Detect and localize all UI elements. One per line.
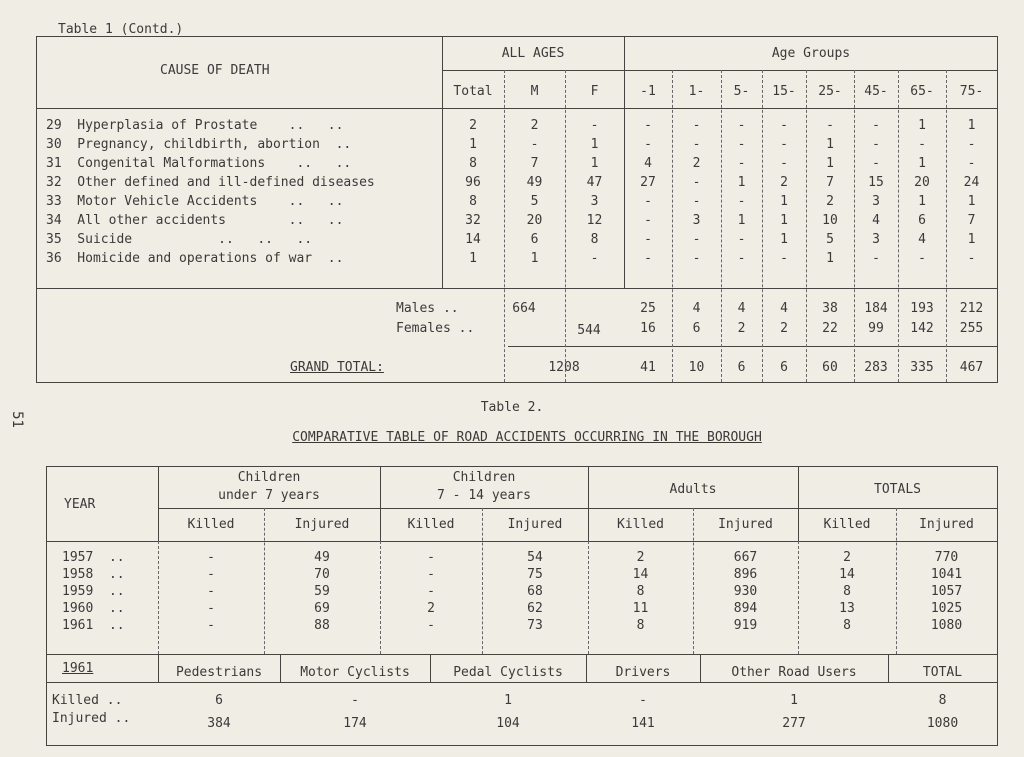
age-group-value: -	[780, 156, 788, 171]
age-group-value: 4	[872, 213, 880, 228]
accident-value: -	[207, 618, 215, 633]
cause-label: 35 Suicide .. .. ..	[46, 232, 313, 247]
killed-header: Killed	[823, 517, 871, 532]
age-group-value: -	[780, 251, 788, 266]
road-user-header: TOTAL	[922, 665, 963, 680]
female-value: 47	[586, 175, 603, 190]
males-age-value: 4	[780, 301, 788, 316]
year-label: 1957 ..	[62, 550, 125, 565]
accident-value: 73	[527, 618, 543, 633]
total-value: 1	[469, 137, 477, 152]
injured-value: 1080	[926, 716, 959, 731]
table2-top-rule	[46, 466, 998, 467]
accident-value: 8	[843, 618, 851, 633]
accident-value: 930	[733, 584, 758, 599]
age-group-value: 1	[780, 194, 788, 209]
age-group-value: -	[737, 156, 746, 171]
males-age-value: 38	[822, 301, 838, 316]
age-group-value: 2	[826, 194, 834, 209]
accident-value: 919	[733, 618, 758, 633]
age-group-value: -	[967, 137, 976, 152]
age-group-value: -	[692, 232, 701, 247]
table1-col-age: 15-	[772, 84, 796, 99]
age-group-value: 3	[692, 213, 701, 228]
age-group-value: -	[644, 194, 652, 209]
injured-value: 384	[207, 716, 231, 731]
age-group-value: 1	[826, 251, 834, 266]
age-group-value: 2	[692, 156, 701, 171]
accident-value: 2	[636, 550, 645, 565]
grand-age-value: 10	[688, 360, 705, 375]
age-group-value: -	[918, 137, 926, 152]
age-group-value: -	[692, 175, 701, 190]
injured-header: Injured	[919, 517, 974, 532]
age-group-value: 1	[737, 213, 746, 228]
age-group-value: -	[872, 137, 880, 152]
accident-value: -	[207, 550, 215, 565]
injured-value: 277	[782, 716, 806, 731]
killed-value: 1	[504, 693, 512, 708]
age-group-value: -	[872, 156, 880, 171]
killed-header: Killed	[617, 517, 664, 532]
age-group-value: -	[692, 251, 701, 266]
accident-value: -	[427, 618, 435, 633]
grand-total-label: GRAND TOTAL:	[290, 360, 384, 375]
age-group-value: -	[644, 137, 652, 152]
accident-value: -	[207, 567, 215, 582]
killed-value: -	[351, 693, 359, 708]
females-age-value: 16	[640, 321, 656, 336]
males-age-value: 193	[910, 301, 934, 316]
table1-col-age: 45-	[864, 84, 888, 99]
female-value: 1	[590, 156, 599, 171]
age-group-value: 20	[914, 175, 930, 190]
males-age-value: 212	[959, 301, 984, 316]
total-value: 2	[469, 118, 477, 133]
age-group-value: 3	[872, 232, 880, 247]
table1-head-age-groups: Age Groups	[771, 46, 851, 61]
total-value: 96	[465, 175, 481, 190]
male-value: 6	[530, 232, 539, 247]
accident-value: 70	[314, 567, 330, 582]
killed-value: 8	[938, 693, 947, 708]
cause-label: 36 Homicide and operations of war ..	[46, 251, 344, 266]
grand-age-value: 283	[864, 360, 888, 375]
female-value: -	[590, 118, 599, 133]
age-group-value: 1	[918, 194, 926, 209]
age-group-value: 1	[826, 156, 834, 171]
table2-title: COMPARATIVE TABLE OF ROAD ACCIDENTS OCCURRING IN THE BOROUGH	[292, 430, 762, 445]
year-label: 1958 ..	[62, 567, 125, 582]
table2-group-children-7-14: Children	[452, 470, 516, 485]
male-value: 20	[526, 213, 543, 228]
age-group-value: 10	[822, 213, 838, 228]
grand-age-value: 335	[910, 360, 934, 375]
table1-head-all-ages: ALL AGES	[501, 46, 565, 61]
females-total: 544	[577, 323, 601, 338]
age-group-value: -	[737, 118, 746, 133]
age-group-value: -	[967, 251, 976, 266]
table1-col-f: F	[590, 84, 599, 99]
total-value: 1	[469, 251, 477, 266]
females-age-value: 142	[910, 321, 934, 336]
age-group-value: -	[826, 118, 834, 133]
table2-group-adults: Adults	[669, 482, 717, 497]
accident-value: 894	[733, 601, 758, 616]
age-group-value: -	[644, 251, 652, 266]
age-group-value: 15	[868, 175, 884, 190]
table2-subheader-rule	[158, 508, 998, 509]
male-value: 2	[530, 118, 539, 133]
accident-value: 2	[427, 601, 435, 616]
age-group-value: -	[918, 251, 926, 266]
accident-value: 1080	[930, 618, 963, 633]
table2-bottom-rule	[46, 745, 998, 746]
road-user-header: Pedestrians	[175, 665, 263, 680]
total-value: 14	[465, 232, 481, 247]
table2-left-rule	[46, 466, 47, 746]
age-group-value: 1	[918, 118, 926, 133]
grand-age-value: 467	[959, 360, 984, 375]
injured-header: Injured	[718, 517, 773, 532]
accident-value: 14	[632, 567, 649, 582]
table1-right-rule	[997, 36, 998, 383]
table2-mid-rule	[46, 654, 998, 655]
table2-sub-year: 1961	[62, 661, 94, 676]
accident-value: 68	[527, 584, 543, 599]
age-group-value: -	[737, 194, 746, 209]
females-age-value: 99	[868, 321, 884, 336]
females-age-value: 22	[822, 321, 838, 336]
road-user-header: Other Road Users	[731, 665, 857, 680]
age-group-value: -	[872, 251, 880, 266]
age-group-value: 24	[963, 175, 980, 190]
accident-value: 1057	[930, 584, 963, 599]
age-group-value: -	[692, 118, 701, 133]
table2-header-rule	[46, 541, 998, 542]
accident-value: 54	[527, 550, 543, 565]
table1-col-age: -1	[640, 84, 656, 99]
accident-value: 11	[632, 601, 649, 616]
grand-age-value: 41	[640, 360, 656, 375]
accident-value: 75	[527, 567, 543, 582]
road-user-header: Pedal Cyclists	[453, 665, 563, 680]
accident-value: 14	[839, 567, 855, 582]
females-age-value: 6	[692, 321, 701, 336]
age-group-value: 4	[644, 156, 652, 171]
cause-label: 31 Congenital Malformations .. ..	[46, 156, 352, 171]
grand-age-value: 6	[780, 360, 788, 375]
accident-value: -	[427, 567, 435, 582]
grand-age-value: 6	[737, 360, 746, 375]
males-age-value: 4	[737, 301, 746, 316]
age-group-value: 7	[967, 213, 976, 228]
table2-group-children-under7-sub: under 7 years	[218, 488, 320, 503]
age-group-value: 3	[872, 194, 880, 209]
age-group-value: 1	[780, 213, 788, 228]
accident-value: 8	[843, 584, 851, 599]
accident-value: 1025	[930, 601, 963, 616]
age-group-value: 4	[918, 232, 926, 247]
females-age-value: 2	[737, 321, 746, 336]
accident-value: 49	[314, 550, 330, 565]
year-label: 1959 ..	[62, 584, 125, 599]
year-label: 1960 ..	[62, 601, 125, 616]
age-group-value: 1	[780, 232, 788, 247]
cause-label: 33 Motor Vehicle Accidents .. ..	[46, 194, 344, 209]
table1-col-age: 75-	[959, 84, 984, 99]
accident-value: 13	[839, 601, 855, 616]
age-group-value: 1	[967, 194, 976, 209]
injured-value: 104	[496, 716, 520, 731]
age-group-value: -	[872, 118, 880, 133]
cause-label: 29 Hyperplasia of Prostate .. ..	[46, 118, 344, 133]
table1-col-m: M	[530, 84, 539, 99]
injured-header: Injured	[294, 517, 350, 532]
age-group-value: -	[737, 251, 746, 266]
females-label: Females ..	[396, 321, 475, 336]
accident-value: 770	[934, 550, 959, 565]
killed-label: Killed ..	[52, 693, 123, 708]
table2-group-children-7-14-sub: 7 - 14 years	[437, 488, 531, 503]
age-group-value: 7	[826, 175, 834, 190]
table2-group-children-under7: Children	[237, 470, 301, 485]
table2-group-totals: TOTALS	[874, 482, 921, 497]
age-group-value: 1	[967, 232, 976, 247]
age-group-value: 27	[640, 175, 656, 190]
injured-value: 174	[343, 716, 367, 731]
age-group-value: 6	[918, 213, 926, 228]
female-value: 12	[586, 213, 603, 228]
male-value: 5	[530, 194, 539, 209]
age-group-value: -	[780, 118, 788, 133]
injured-header: Injured	[507, 517, 563, 532]
accident-value: -	[427, 550, 435, 565]
table1-col-age: 25-	[818, 84, 842, 99]
accident-value: 896	[733, 567, 758, 582]
table2-sub-rule	[46, 682, 998, 683]
table1-left-rule	[36, 36, 37, 383]
age-group-value: 1	[737, 175, 746, 190]
table1-col-total: Total	[453, 84, 493, 99]
killed-value: 6	[215, 693, 223, 708]
cause-label: 34 All other accidents .. ..	[46, 213, 344, 228]
accident-value: 88	[314, 618, 330, 633]
males-label: Males ..	[396, 301, 459, 316]
age-group-value: 5	[826, 232, 834, 247]
males-total: 664	[512, 301, 536, 316]
age-group-value: -	[967, 156, 976, 171]
age-group-value: -	[737, 232, 746, 247]
page-number: 51	[8, 411, 25, 428]
killed-header: Killed	[187, 517, 235, 532]
table1-subheader-rule	[442, 70, 998, 71]
age-group-value: 1	[967, 118, 976, 133]
accident-value: -	[207, 584, 215, 599]
table1-head-cause: CAUSE OF DEATH	[160, 63, 270, 78]
year-label: 1961 ..	[62, 618, 125, 633]
age-group-value: 1	[826, 137, 834, 152]
total-value: 8	[469, 194, 477, 209]
killed-value: 1	[790, 693, 798, 708]
table1-top-rule	[36, 36, 998, 37]
male-value: 1	[530, 251, 539, 266]
age-group-value: -	[644, 232, 652, 247]
accident-value: 59	[314, 584, 330, 599]
killed-header: Killed	[407, 517, 455, 532]
accident-value: 8	[636, 584, 645, 599]
grand-total-value: 1208	[548, 360, 580, 375]
male-value: 7	[530, 156, 539, 171]
cause-label: 32 Other defined and ill-defined diseases	[46, 175, 375, 190]
injured-value: 141	[631, 716, 655, 731]
table1-caption: Table 1 (Contd.)	[58, 22, 184, 37]
accident-value: 667	[733, 550, 758, 565]
road-user-header: Motor Cyclists	[300, 665, 410, 680]
table1-col-age: 5-	[733, 84, 750, 99]
male-value: -	[530, 137, 539, 152]
females-age-value: 2	[780, 321, 788, 336]
age-group-value: -	[644, 213, 652, 228]
accident-value: -	[427, 584, 435, 599]
accident-value: 2	[843, 550, 851, 565]
accident-value: 1041	[930, 567, 963, 582]
accident-value: 8	[636, 618, 645, 633]
accident-value: -	[207, 601, 215, 616]
road-user-header: Drivers	[615, 665, 671, 680]
table1-col-age: 1-	[688, 84, 705, 99]
age-group-value: 1	[918, 156, 926, 171]
killed-value: -	[639, 693, 647, 708]
female-value: 3	[590, 194, 599, 209]
male-value: 49	[526, 175, 543, 190]
age-group-value: -	[692, 194, 701, 209]
age-group-value: -	[692, 137, 701, 152]
males-age-value: 4	[692, 301, 701, 316]
age-group-value: -	[780, 137, 788, 152]
accident-value: 62	[527, 601, 543, 616]
accident-value: 69	[314, 601, 330, 616]
age-group-value: -	[644, 118, 652, 133]
cause-label: 30 Pregnancy, childbirth, abortion ..	[46, 137, 352, 152]
age-group-value: 2	[780, 175, 788, 190]
males-age-value: 184	[864, 301, 888, 316]
female-value: -	[590, 251, 599, 266]
table2-caption: Table 2.	[480, 400, 544, 415]
female-value: 1	[590, 137, 599, 152]
total-value: 32	[465, 213, 481, 228]
grand-age-value: 60	[822, 360, 838, 375]
female-value: 8	[590, 232, 599, 247]
females-age-value: 255	[959, 321, 984, 336]
males-age-value: 25	[640, 301, 656, 316]
table2-head-year: YEAR	[64, 497, 96, 512]
total-value: 8	[469, 156, 477, 171]
table1-bottom-rule	[36, 382, 998, 383]
table1-grand-rule	[508, 346, 998, 347]
age-group-value: -	[737, 137, 746, 152]
injured-label: Injured ..	[52, 711, 131, 726]
table1-col-age: 65-	[910, 84, 934, 99]
